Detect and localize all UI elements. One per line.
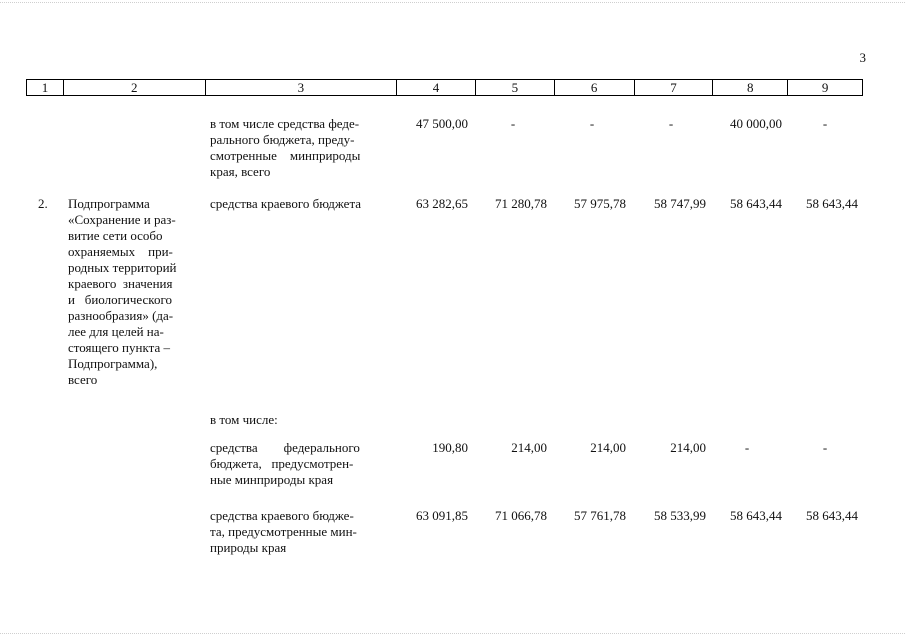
row-value-col9: 58 643,44: [806, 508, 858, 523]
row-value-col5: 71 280,78: [495, 196, 547, 211]
header-col-4: 4: [397, 80, 476, 95]
table-header-row: [26, 79, 863, 96]
header-col-5: 5: [476, 80, 555, 95]
row-source-text: средства федерального бюджета, предусмотрен- ные минприроды края: [210, 440, 360, 487]
row-value-col5: 71 066,78: [495, 508, 547, 523]
row-value-col7: 214,00: [670, 440, 706, 455]
row-source-text: в том числе:: [210, 412, 278, 427]
header-col-2: 2: [64, 80, 206, 95]
row-value-col7: -: [668, 116, 674, 131]
row-value-col5: 214,00: [511, 440, 547, 455]
row-value-col9: -: [822, 116, 828, 131]
row-value-col4: 190,80: [432, 440, 468, 455]
row-value-col6: 214,00: [590, 440, 626, 455]
row-source-text: средства краевого бюджета: [210, 196, 362, 211]
row-value-col8: 58 643,44: [730, 196, 782, 211]
header-col-9: 9: [821, 80, 829, 95]
scan-artifact-top: [0, 2, 905, 7]
row-source-text: в том числе средства феде- рального бюджета, преду- смотренные минприроды края, всего: [210, 116, 361, 179]
row-value-col4: 63 282,65: [416, 196, 468, 211]
row-number: 2.: [38, 196, 48, 211]
header-col-6: 6: [555, 80, 635, 95]
row-value-col8: 58 643,44: [730, 508, 782, 523]
row-value-col4: 63 091,85: [416, 508, 468, 523]
row-value-col8: 40 000,00: [730, 116, 782, 131]
row-value-col6: -: [589, 116, 595, 131]
row-value-col7: 58 533,99: [654, 508, 706, 523]
row-value-col6: 57 975,78: [574, 196, 626, 211]
row-value-col9: 58 643,44: [806, 196, 858, 211]
page-number: 3: [859, 50, 866, 65]
scan-artifact-bottom: [0, 633, 905, 638]
row-value-col6: 57 761,78: [574, 508, 626, 523]
row-value-col4: 47 500,00: [416, 116, 468, 131]
header-col-7: 7: [635, 80, 714, 95]
row-value-col7: 58 747,99: [654, 196, 706, 211]
row-value-col5: -: [510, 116, 516, 131]
row-value-col9: -: [822, 440, 828, 455]
row-value-col8: -: [744, 440, 750, 455]
row-source-text: средства краевого бюдже- та, предусмотренные мин- природы края: [210, 508, 357, 555]
header-col-1: 1: [27, 80, 64, 95]
header-col-8: 8: [713, 80, 788, 95]
header-col-3: 3: [206, 80, 398, 95]
row-name-text: Подпрограмма «Сохранение и раз- витие сети особо охраняемых при- родных территорий краевого значения и биологического разнообразия» (да- лее для целей на- стоящего пункта – Подпрограмма), всего: [68, 196, 177, 387]
